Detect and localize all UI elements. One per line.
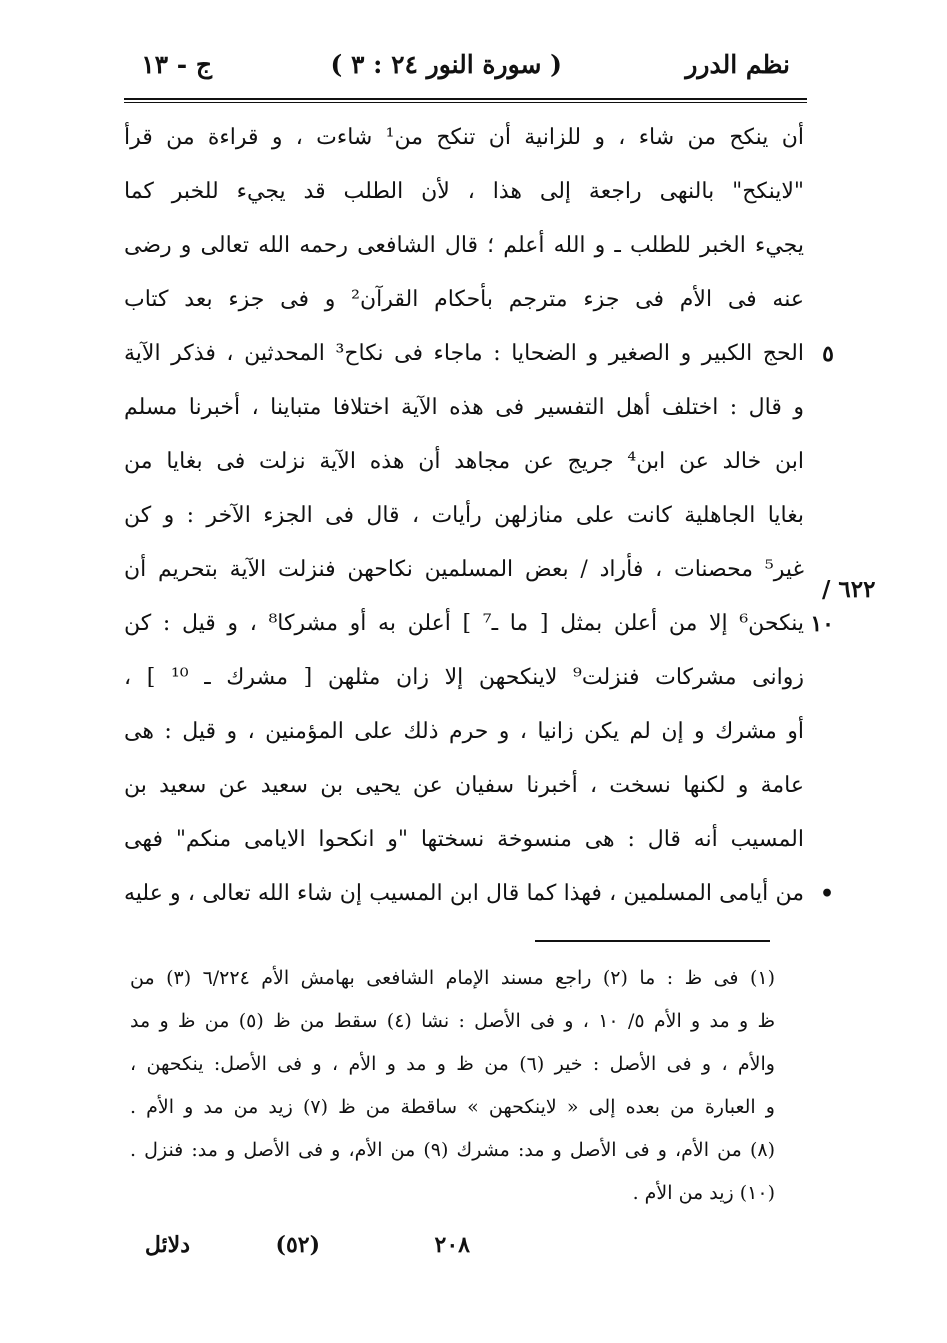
text-line [124,327,834,381]
text-line-content: زوانى مشركات فنزلت⁹ لاينكحهن إلا زان مثلهن [ مشرك ـ ¹⁰ ] ، [124,665,804,690]
text-line-content: عامة و لكنها نسخت ، أخبرنا سفيان عن يحيى بن سعيد عن سعيد بن [124,773,804,798]
footnote-text: و العبارة من بعده إلى « لاينكحهن » ساقطة من ظ (٧) زيد من مد و الأم . [130,1096,775,1118]
text-line-content: غير⁵ محصنات ، فأراد / بعض المسلمين نكاحهن فنزلت الآية بتحريم أن [124,557,804,582]
text-line [124,543,804,597]
juz-number: ج - ١٣ [141,50,212,79]
text-line [124,111,804,165]
signature-mark: (٥٢) [275,1232,320,1258]
footnote-line [130,957,775,1000]
text-line-content: ينكحن⁶ إلا من أعلن بمثل [ ما ـ⁷ ] أعلن به أو مشركا⁸ ، و قيل : كن [124,611,804,636]
text-line-content: "لاينكح" بالنهى راجعة إلى هذا ، لأن الطلب قد يجيء للخبر كما [124,179,804,204]
header-rule-thin [124,102,807,103]
line-number: ٥ [822,341,834,367]
line-number: • [819,881,834,907]
footnote-line [130,1172,775,1215]
footnote-line [130,1129,775,1172]
page-footer [130,1232,470,1272]
text-line-content: الحج الكبير و الصغير و الضحايا : ماجاء فى نكاح³ المحدثين ، فذكر الآية [124,341,804,366]
footnote-text: (٨) من الأم، و فى الأصل و مد: مشرك (٩) من الأم، و فى الأصل و مد: فنزل . [130,1139,775,1161]
running-header [120,44,790,90]
text-line-content: من أيامى المسلمين ، فهذا كما قال ابن المسيب إن شاء الله تعالى ، و عليه [124,881,804,906]
text-line [124,381,804,435]
text-line [124,651,804,705]
text-line [124,597,834,651]
text-line [124,219,804,273]
catchword: دلائل [144,1232,190,1258]
footnote-text: والأم ، و فى الأصل : خير (٦) من ظ و مد و الأم ، و فى الأصل: ينكحهن ، [130,1053,775,1075]
footnote-line [130,1086,775,1129]
text-line-content: ابن خالد عن ابن⁴ جريج عن مجاهد أن هذه الآية نزلت فى بغايا من [124,449,804,474]
text-line-content: أو مشرك و إن لم يكن زانيا ، و حرم ذلك على المؤمنين ، و قيل : هى [124,719,804,744]
text-line-content: أن ينكح من شاء ، و للزانية أن تنكح من¹ شاءت ، و قراءة من قرأ [124,125,804,150]
footnote-separator [535,940,770,942]
page-number: ٢٠٨ [434,1232,470,1258]
text-line-content: و قال : اختلف أهل التفسير فى هذه الآية اختلافا متباينا ، أخبرنا مسلم [124,395,804,420]
text-line-content: المسيب أنه قال : هى منسوخة نسختها "و انكحوا الايامى منكم" فهى [124,827,804,852]
footnote-text: (١٠) زيد من الأم . [632,1182,775,1204]
header-rule [124,98,807,100]
footnote-text: (١) فى ظ : ما (٢) راجع مسند الإمام الشافعى بهامش الأم ٦/٢٢٤ (٣) من [130,967,775,989]
text-line [124,813,804,867]
footnote-line [130,1000,775,1043]
text-line-content: يجيء الخبر للطلب ـ و الله أعلم ؛ قال الشافعى رحمه الله تعالى و رضى [124,233,804,258]
footnote-line [130,1043,775,1086]
footnote-text: ظ و مد و الأم ٥/ ١٠ ، و فى الأصل : نشا (٤) سقط من ظ (٥) من ظ و مد [130,1010,775,1032]
text-line-content: عنه فى الأم فى جزء مترجم بأحكام القرآن² و فى جزء بعد كتاب [124,287,804,312]
footnotes [130,957,775,1215]
book-title: نظم الدرر [685,50,790,79]
text-line [124,759,804,813]
text-line [124,489,804,543]
line-number: ١٠ [810,611,834,637]
surah-reference: ( سورة النور ٢٤ : ٣ ) [330,50,562,79]
text-line [124,867,834,921]
text-line [124,705,804,759]
main-text [124,111,834,921]
margin-page-reference: ٦٢٢ / [822,576,876,603]
text-line [124,435,804,489]
text-line [124,273,804,327]
text-line-content: بغايا الجاهلية كانت على منازلهن رأيات ، قال فى الجزء الآخر : و كن [124,503,804,528]
text-line [124,165,804,219]
